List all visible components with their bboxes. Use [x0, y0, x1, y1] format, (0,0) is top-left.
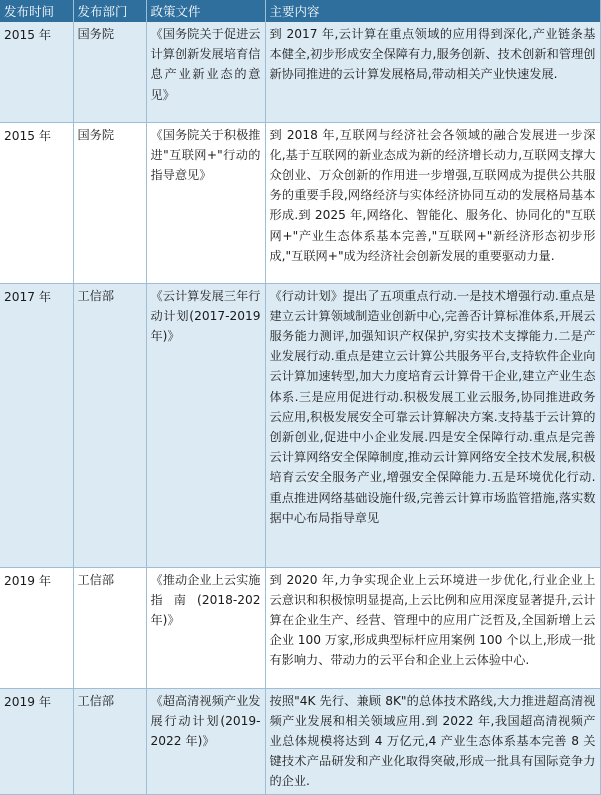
- table-row: [0, 122, 600, 283]
- header-time: 发布时间: [0, 0, 73, 22]
- table-row: [0, 22, 600, 122]
- cell-dept: 国务院: [73, 22, 146, 122]
- cell-dept: 工信部: [73, 283, 146, 567]
- header-dept: 发布部门: [73, 0, 146, 22]
- cell-content: 到 2020 年,力争实现企业上云环境进一步优化,行业企业上云意识和积极惊明显提高,上云比例和应用深度显著提升,云计算在企业生产、经营、管理中的应用广泛哲及,全国新增上云企业 100 万家,形成典型标杆应用案例 100 个以上,形成一批有影响力、带动力的云平台和企业上云体验中心.: [265, 567, 600, 688]
- table-row: [0, 567, 600, 688]
- cell-dept: 工信部: [73, 567, 146, 688]
- table-row: [0, 283, 600, 567]
- cell-doc: 《超高清视频产业发展行动计划(2019-2022 年)》: [146, 688, 265, 794]
- cell-content: 《行动计划》提出了五项重点行动.一是技术增强行动.重点是建立云计算领域制造业创新中心,完善否计算标准体系,开展云服务能力测评,加强知识产权保护,穷实技术支撑能力.二是产业发展行动.重点是建立云计算公共服务平台,支持软件企业向云计算加速转型,加大力度培育云计算骨干企业,建立产业生态体系.三是应用促进行动.积极发展工业云服务,协同推进政务云应用,积极发展安全可靠云计算解决方案.支持基于云计算的创新创业,促进中小企业发展.四是安全保障行动.重点是完善云计算网络安全保障制度,推动云计算网络安全技术发展,积极培育云安全服务产业,增强安全保障能力.五是环境优化行动.重点推进网络基础设施什级,完善云计算市场监管措施,落实数据中心布局指导章见: [265, 283, 600, 567]
- cell-time: 2019 年: [0, 567, 73, 688]
- cell-dept: 国务院: [73, 122, 146, 283]
- cell-content: 到 2018 年,互联网与经济社会各领域的融合发展进一步深化,基于互联网的新业态成为新的经济增长动力,互联网支撑大众创业、万众创新的作用进一步增强,互联网成为提供公共服务的重要手段,网络经济与实体经济协同互动的发展格局基本形成.到 2025 年,网络化、智能化、服务化、协同化的"互联网+"产业生态体系基本完善,"互联网+"新经济形态初步形成,"互联网+"成为经济社会创新发展的重要驱动力量.: [265, 122, 600, 283]
- header-content: 主要内容: [265, 0, 600, 22]
- cell-doc: 《推动企业上云实施指南(2018-202 年)》: [146, 567, 265, 688]
- cell-doc: 《国务院关于促进云计算创新发展培育信息产业新业态的意见》: [146, 22, 265, 122]
- cell-time: 2017 年: [0, 283, 73, 567]
- header-doc: 政策文件: [146, 0, 265, 22]
- cell-time: 2015 年: [0, 22, 73, 122]
- table-row: [0, 688, 600, 794]
- cell-doc: 《云计算发展三年行动计划(2017-2019 年)》: [146, 283, 265, 567]
- cell-dept: 工信部: [73, 688, 146, 794]
- table-header-row: [0, 0, 600, 22]
- cell-time: 2019 年: [0, 688, 73, 794]
- cell-content: 按照"4K 先行、兼顾 8K"的总体技术路线,大力推进超高清视频产业发展和相关领域应用.到 2022 年,我国超高清视频产业总体规模将达到 4 万亿元,4 产业生态体系基本完善 8 关键技术产品研发和产业化取得突破,形成一批具有国际竞争力的企业.: [265, 688, 600, 794]
- cell-content: 到 2017 年,云计算在重点领域的应用得到深化,产业链条基本健全,初步形成安全保障有力,服务创新、技术创新和管理创新协同推进的云计算发展格局,带动相关产业快速发展.: [265, 22, 600, 122]
- cell-time: 2015 年: [0, 122, 73, 283]
- cell-doc: 《国务院关于积极推进"互联网+"行动的指导意见》: [146, 122, 265, 283]
